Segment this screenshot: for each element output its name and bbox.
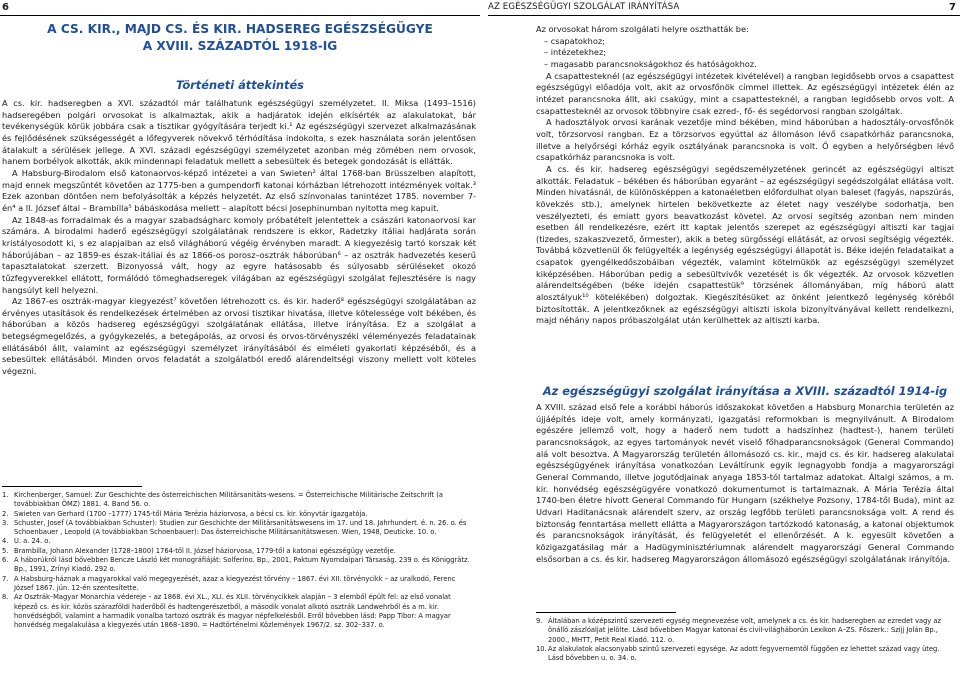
footnote: 6. A háborúkról lásd bővebben Bencze László két monográfiáját: Solferino. Bp., 2001, Paktum Nyomdaipari Társaság. 239 o. és Königgrätz. Bp., 1991, Zrínyi Kiadó. 292 o. xyxy=(2,556,470,574)
section-heading-right: Az egészségügyi szolgálat irányítása a XVIII. századtól 1914-ig xyxy=(542,384,948,398)
chapter-title-line-2: A XVIII. SZÁZADTÓL 1918-IG xyxy=(142,39,338,53)
page-number-left: 6 xyxy=(2,2,9,13)
right-body-text-bottom xyxy=(536,402,954,565)
footnotes-right xyxy=(536,617,954,663)
list-item: – intézetekhez; xyxy=(544,47,607,58)
footnote: 3. Schuster, Josef (A továbbiakban Schuster): Studien zur Geschichte der Militärsanitätswesens im 17. und 18. Jahrhundert. é. n. 26. o. és Schoenbauer , Leopold (A továbbiakban Schoenbauer): Das österreichische Militärsanitätswesen. Wien, 1948, Deuticke. 10. o. xyxy=(2,518,467,537)
paragraph: Az orvosokat három szolgálati helyre oszthatták be: xyxy=(536,24,749,34)
section-heading-left: Történeti áttekintés xyxy=(176,78,304,92)
paragraph: A csapattesteknél (az egészségügyi intézetek kivételével) a rangban legidősebb orvos a csapattest egészségügyi előadója volt, akit az orvosfőnök címmel illettek. Az egészségügyi intézetek élén az intézet parancsnoka állt, aki csakúgy, mint a csapattesteknél, a rangban legidősebb orvos volt. A csapattesteknél az orvosok többnyire csak ezred-, fő- és segédorvosi rangban szolgáltak. xyxy=(536,70,954,116)
right-body-text-top xyxy=(536,24,954,327)
chapter-title xyxy=(0,21,480,55)
paragraph: A cs. és kir. hadsereg egészségügyi segédszemélyzetének gerincét az egészségügyi altiszt alkották. Feladatuk – békében és háborúban egyaránt – az egészségügyi segédszolgálat ellátása volt. Minden hivatásnál, de különösképpen a katonaéletben előfordulhat olyan baleset (fagyás, napszúrás, kövekzés stb.), amelynek hirtelen bekövetkezte az életet nagy veszélybe sodorhatja, ben veszélyezteti, és emiatt gyors beavatkozást követel. Az orvosi segítség azonban nem minden esetben áll rendelkezésre, ezért itt kaptak jelentős szerepet az egészségügyi altiszti kar tagjai (tizedes, szakaszvezető, őrmester), akik a beteg sürgősségi ellátását, az orvosi segítségig végezték. Továbbá közvetlenül ők felügyelték a legénység egészségügyi állapotát is. Béke idején feladataikat a csapatok gyengélkedőszobáiban végezték, valamint kötelmükök az egészségügyi személyzet kiképzésében. Háborúban pedig a sebesültvivők vezetését is ők végezték. Az orvosok közvetlen alárendeltségében (béke idején csapattestük⁹ törzsének állományában, míg háború alatt alosztályuk¹⁰ kötelékében) dolgoztak. Kiegészítésüket az önként jelentkező legénység köréből biztosították. A jelentkezőknek az egészségügyi altiszti iskola bizonyítványával kellett rendelkezni, majd néhány napos próbaszolgálat után kerülhettek az altiszti karba. xyxy=(536,163,954,326)
chapter-title-line-1: A CS. KIR., MAJD CS. ÉS KIR. HADSEREG EGÉSZSÉGÜGYE xyxy=(47,22,433,36)
paragraph: A hadosztályok orvosi karának vezetője mind békében, mind háborúban a hadosztály-orvosfőnök volt, törzsorvosi rangban. Ez a törzsorvos egyúttal az állomáson lévő csapatkórház parancsnoka, illetve a helyőrségi kórház egyik osztályának parancsnoka is volt. Ő egyben a helyőrségben lévő csapatkórház parancsnoka is volt. xyxy=(536,117,954,163)
header-rule-right xyxy=(488,15,960,16)
footnote: 7. A Habsburg-háznak a magyarokkal való megegyezését, azaz a kiegyezést törvény – 1867. évi XII. törvénycikk – az uralkodó, Ferenc József 1867. jún. 12-én szentesítette. xyxy=(2,574,456,592)
footnote: 1. Kirchenberger, Samuel: Zur Geschichte des österreichischen Militärsanitäts-wesens. = Österreichische Militärische Zeitschrift (a továbbiakban ÖMZ) 1881. 4. Band 56. o. xyxy=(2,491,443,509)
paragraph: A cs. kir. hadseregben a XVI. századtól már találhatunk egészségügyi személyzetet. II. Miksa (1493–1516) hadseregében polgári orvosokat is alkalmaztak, akik a hadjáratok idején elkísérték az alakulatokat, bár tevékenységük körük jobbára csak a tisztikar gyógyítására terjedt ki.¹ Az egészségügyi szervezet alkalmazásának és fejlődésének szükségességét a lőfegyverek növekvő térhódítása indokolta, s ezek használata során jelentősen átalakult a sérülések jellege. A XVI. századi egészségügyi személyzetet azonban még zömében nem orvosok, hanem borbélyok alkották, akik mindennapi feladatuk mellett a sebesültek és betegek gondozását is ellátták. xyxy=(2,98,476,167)
page-number-right: 7 xyxy=(949,2,956,13)
footnote-separator-right xyxy=(536,612,676,613)
footnote: 4. U. a. 24. o. xyxy=(2,537,51,546)
paragraph: Az 1867-es osztrák-magyar kiegyezést⁷ követően létrehozott cs. és kir. haderő⁸ egészségügyi szolgálatában az érvényes utasítások és rendelkezések értelmében az orvosi tisztikar hivatása, illetve kötelessége volt békében, és háborúban a közös hadsereg egészségügyi szolgálatának ellátása, illetve irányítása. Ez a szolgálat a betegségmegelőzés, a gyógykezelés, a betegápolás, az orvosi és orvos-törvényszéki véleményezés feladatainak ellátásából állt, valamint az egészségügyi személyzet irányításából és elméleti gyakorlati képzéséből, és a sebesültek ellátásából. Minden orvos feladatát a szolgálatból eredő alárendeltségi viszony mellett volt köteles végezni. xyxy=(2,296,476,377)
footnote: 9. Általában a középszintű szervezeti egység megnevezése volt, amelynek a cs. és kir. hadseregben az ezredet vagy az önálló zászlóaljat jelölte. Lásd bővebben Magyar katonai és civil-világháborún Lexikon A–ZS. Főszerk.: Szijj Jolán Bp., 2000., MHTT, Petit Real Kiadó. 112. o. xyxy=(536,617,941,644)
paragraph: Az 1848-as forradalmak és a magyar szabadságharc komoly próbatételt jelentettek a császári katonaorvosi kar számára. A birodalmi haderő egészségügyi szolgálatának rendszere is ekkor, Radetzky itáliai hadjárata során kristályosodott ki, s ez alapjaiban az első világháború végéig érvényben maradt. A kiegyezésig tartó korszak két háborújában – az 1859-es észak-itáliai és az 1866-os porosz–osztrák háborúban⁶ – az osztrák hadvezetés keserű tapasztalatokat szerzett. Bizonyossá vált, hogy az egyre hatásosabb és súlyosabb sérüléseket okozó tűzfegyverekkel ellátott, formálódó tömeghadseregek világában az egészségügyi szolgálat fejlesztésére is nagy hangsúlyt kell helyezni. xyxy=(2,214,476,295)
header-rule-left xyxy=(0,15,480,16)
paragraph: A XVIII. század első fele a korábbi háborús időszakokat követően a Habsburg Monarchia területén az újjáépítés ideje volt, amely kormányzati, igazgatási reformokban is megnyilvánult. A Birodalom egészére jellemző volt, hogy a haderő nem tudott a hadszínhez (hadtest-), hanem területi parancsnokságok, az egyes tartományok nevét viselő főhadparancsnokságok (General Commando) alá volt besoztva. A Magyarország területén állomásozó cs. kir., majd cs. és kir. hadsereg alakulatai egészségügyének irányítása vonatkozóan Leváltírunk egyik legnagyobb fondja a magyarországi General Commando, illetve jogutódjainak anyaga 1853-tól tartalmaz adatokat. Általgi számos, a m. kir. honvédség egészségügyére vonatkozó dokumentumot is tartalmaznak. A Mária Terézia által 1740-ben életre hívott General Commando für Hungarn (székhelye Pozsony, 1784-től Buda), mint az Udvari Haditanácsnak alárendelt szerv, az ország legfőbb területi parancsnoksága volt. A rend és biztonság fenntartása mellett ellátta a Magyarországon tartózkodó katonaság, a katonai objektumok és parancsnokságok irányítását, és felügyeletét el ellenőrzését. A k. egyesült követően a közigazgatásilag már a Hadügyminisztériumnak alárendelt magyarországi General Commando elsősorban a cs. és kir. hadsereg Magyarországon állomásozó egészségügyi szolgálatának irányítója. xyxy=(536,402,954,564)
footnote: 10. Az alakulatok alacsonyabb szintű szervezeti egysége. Az adott fegyvernemtől függően ez lehettet század vagy üteg. Lásd bővebben u. o. 34. o. xyxy=(536,644,940,663)
service-places-list xyxy=(536,36,954,71)
running-header: AZ EGÉSZSÉGÜGYI SZOLGÁLAT IRÁNYÍTÁSA xyxy=(488,2,680,12)
list-item: – csapatokhoz; xyxy=(544,35,605,46)
footnote: 2. Swieten van Gerhard (1700 –1777) 1745-től Mária Terézia háziorvosa, a bécsi cs. kir. könyvtár igazgatója. xyxy=(2,509,368,518)
footnote-separator-left xyxy=(2,486,142,487)
footnote: 8. Az Osztrák–Magyar Monarchia védereje – az 1868. évi XL., XLI. és XLII. törvénycikkek alapján – 3 elemből épült fel: az első vonalat képező cs. és kir. közös szárazföldi haderőből és hadtengerészetből, a második vonalat alkotó osztrák Landwehrből és a m. kir. honvédségből, valamint a harmadik vonalba tartozó osztrák és magyar népfelkelésből. Erről bővebben lásd: Papp Tibor: A magyar honvédség megalakulása a kiegyezés után 1868–1890. = Hadtörténelmi Közlemények 1967/2. sz. 302–337. o. xyxy=(2,593,451,630)
footnotes-left xyxy=(2,491,476,630)
paragraph: A Habsburg-Birodalom első katonaorvos-képző intézetei a van Swieten² által 1768-ban Brüsszelben alapított, majd ennek megszűntét követően az 1775-ben a gumpendorfi katonai kórházban létrehozott intézmények voltak.³ Ezek azonban döntően nem befolyásolták a képzés helyzetét. Az első színvonalas tanintézet 1785. november 7-én⁴ a II. József által – Brambilla⁵ bábáskodása mellett – alapított bécsi Josephinumban nyitotta meg kapuit. xyxy=(2,167,476,213)
footnote: 5. Brambilla, Johann Alexander (1728–1800) 1764-től II. József háziorvosa, 1779-től a katonai egészségügy vezetője. xyxy=(2,546,396,555)
list-item: – magasabb parancsnokságokhoz és hatóságokhoz. xyxy=(544,58,757,69)
right-page xyxy=(480,0,960,674)
left-body-text xyxy=(2,98,476,378)
